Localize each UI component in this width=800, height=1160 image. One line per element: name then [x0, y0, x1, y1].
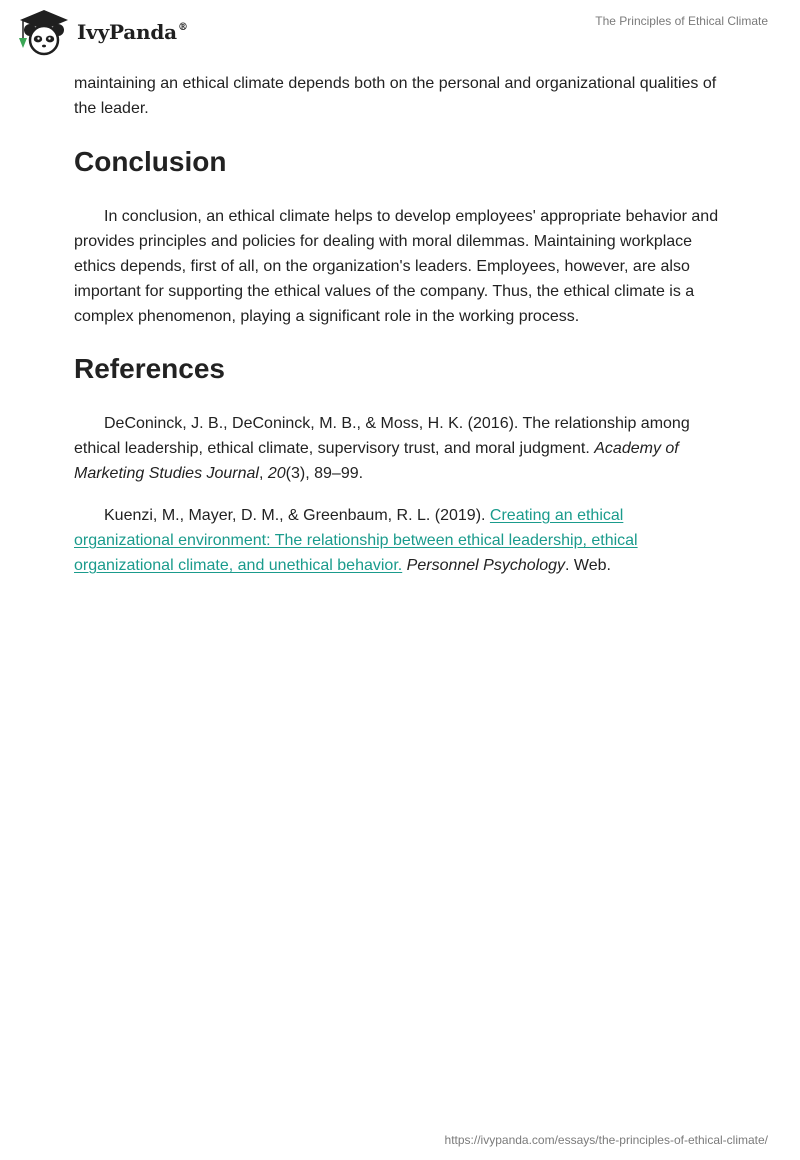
reference-journal: Academy of Marketing Studies Journal [74, 440, 679, 482]
logo[interactable] [14, 8, 188, 56]
reference-link[interactable]: Creating an ethical organizational environment: The relationship between ethical leadership, ethical organizational climate, and unethical behavior. [74, 507, 638, 574]
conclusion-heading: Conclusion [74, 146, 227, 177]
references-heading: References [74, 353, 225, 384]
brand-name: IvyPanda® [77, 20, 188, 44]
conclusion-paragraph: In conclusion, an ethical climate helps to develop employees' appropriate behavior and provides principles and policies for dealing with moral dilemmas. Maintaining workplace ethics depends, first of all, on the organization's leaders. Employees, however, are also important for supporting the ethical values of the company. Thus, the ethical climate is a complex phenomenon, playing a significant role in the working process. [74, 208, 719, 325]
page-header [0, 0, 800, 64]
reference-entry: DeConinck, J. B., DeConinck, M. B., & Moss, H. K. (2016). The relationship among ethical leadership, ethical climate, supervisory trust, and moral judgment. Academy of Marketing Studies Journal, 20(3), 89–99. [74, 415, 690, 482]
intro-paragraph: maintaining an ethical climate depends both on the personal and organizational qualities of the leader. [74, 75, 717, 117]
reference-authors: DeConinck, J. B., DeConinck, M. B., & Moss, H. K. (2016). The relationship among ethical leadership, ethical climate, supervisory trust, and moral judgment. [74, 415, 690, 457]
panda-logo-icon [14, 8, 74, 56]
reference-entry: Kuenzi, M., Mayer, D. M., & Greenbaum, R. L. (2019). Creating an ethical organizational environment: The relationship between ethical leadership, ethical organizational climate, and unethical behavior. Personnel Psychology. Web. [74, 507, 638, 574]
reference-authors: Kuenzi, M., Mayer, D. M., & Greenbaum, R. L. (2019). [104, 507, 490, 524]
footer-url[interactable]: https://ivypanda.com/essays/the-principles-of-ethical-climate/ [444, 1133, 768, 1147]
reference-volume: 20 [267, 465, 286, 482]
document-title: The Principles of Ethical Climate [595, 14, 768, 28]
reference-journal: Personnel Psychology [406, 557, 565, 574]
essay-body [74, 71, 724, 578]
